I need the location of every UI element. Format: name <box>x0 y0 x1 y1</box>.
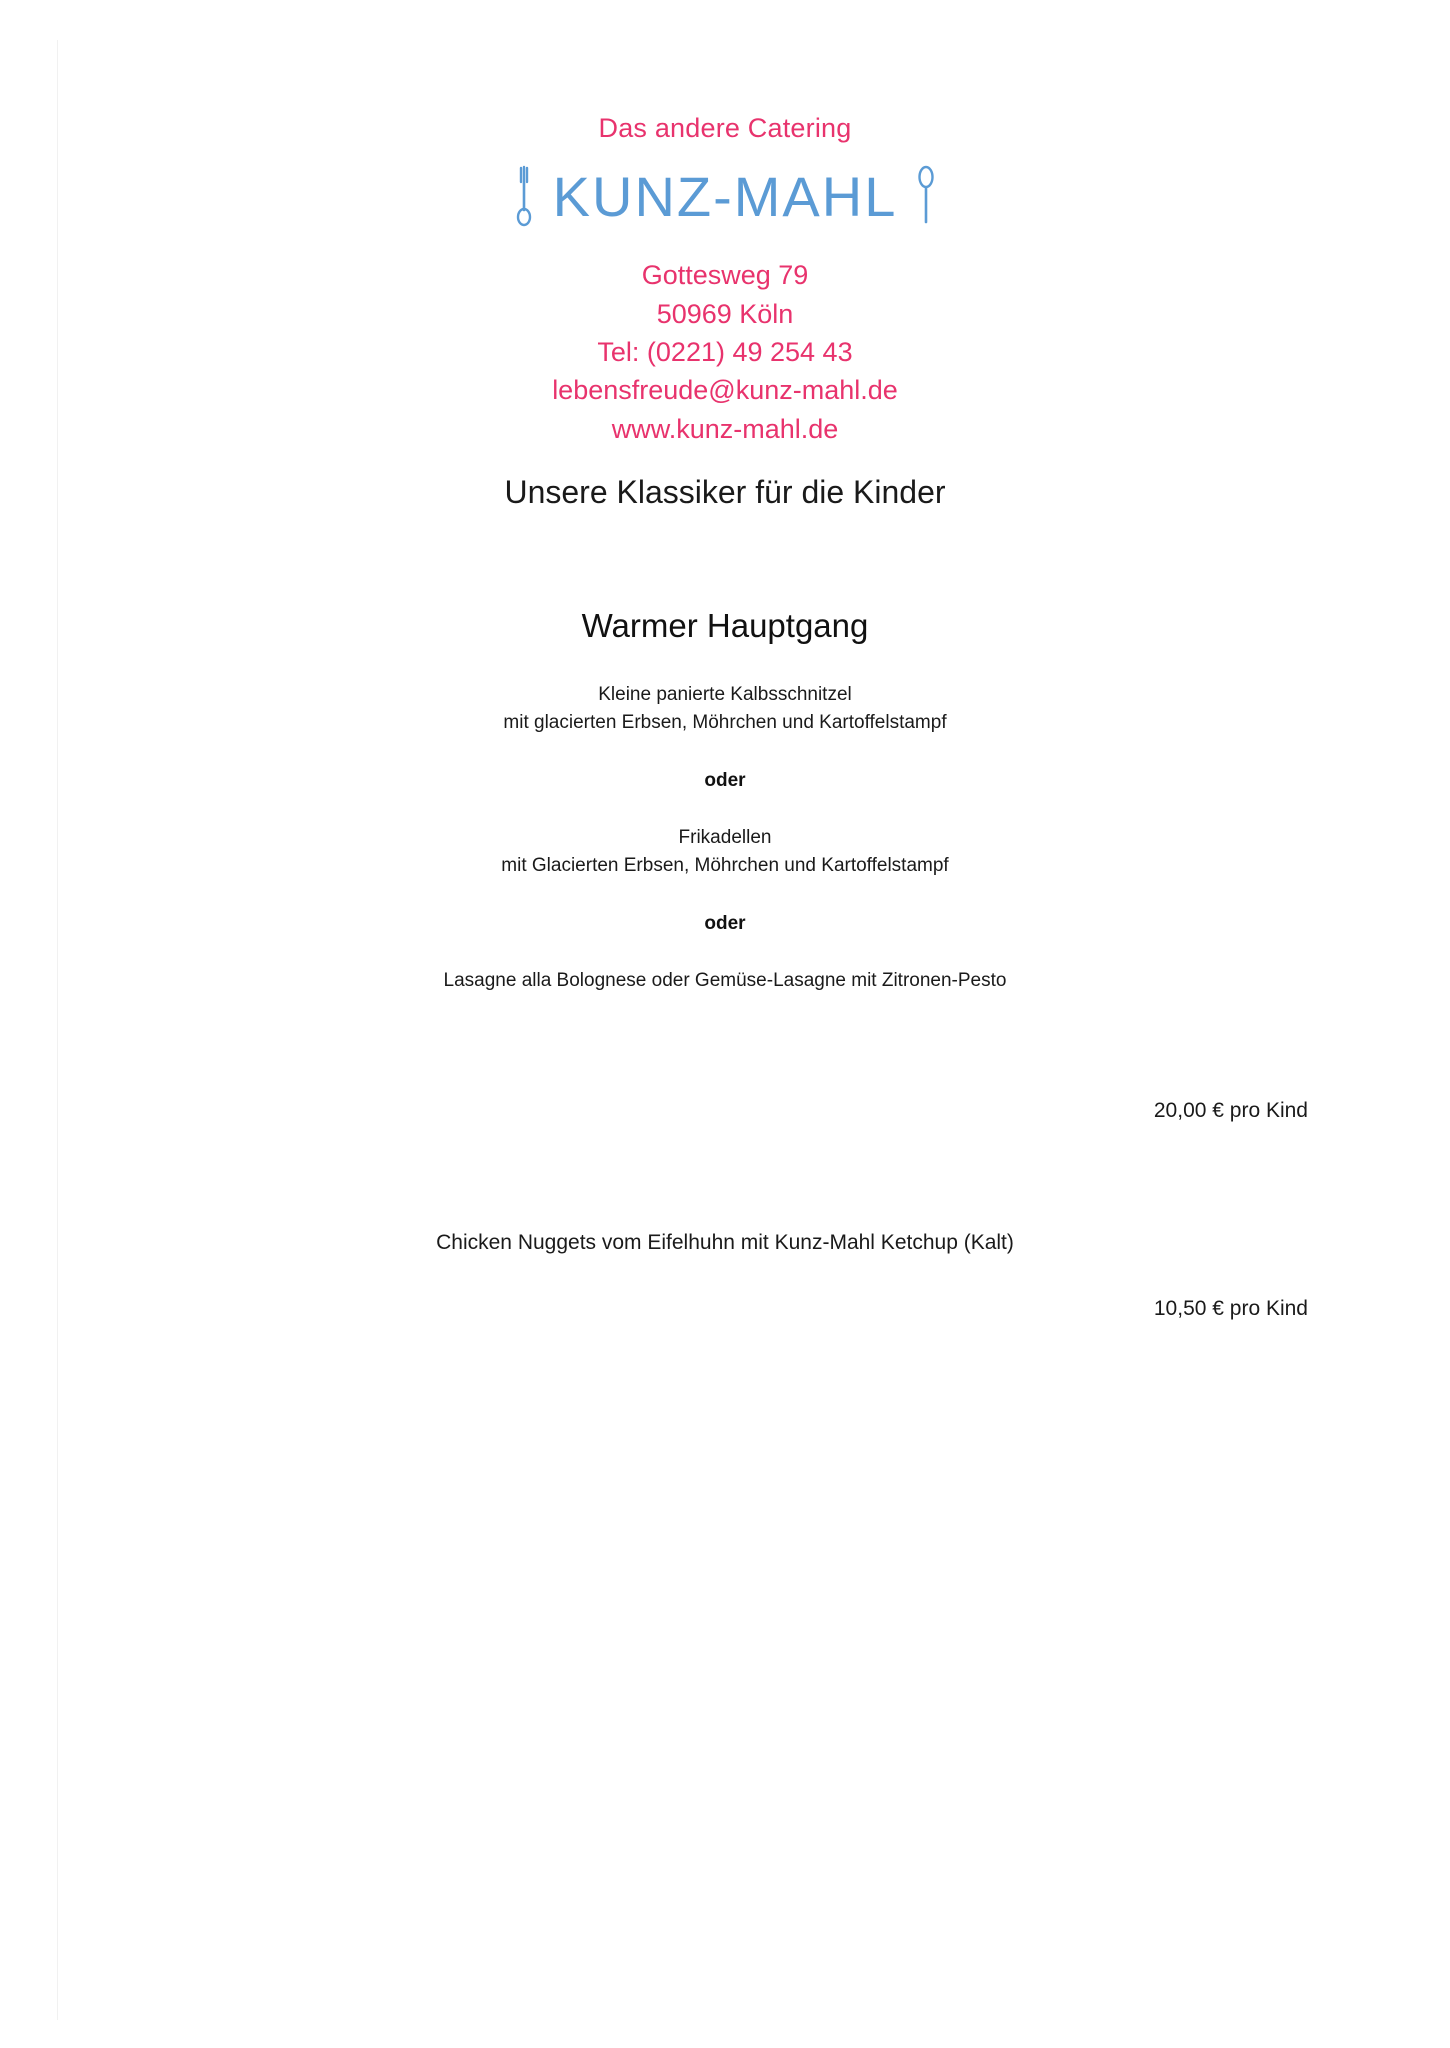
price-main: 20,00 € pro Kind <box>1153 1098 1308 1122</box>
page-edge-artifact <box>57 40 58 2020</box>
menu-list <box>0 681 1450 995</box>
menu-item-name: Lasagne alla Bolognese oder Gemüse-Lasagne mit Zitronen-Pesto <box>443 970 1007 992</box>
fork-icon <box>513 164 535 230</box>
menu-item-name: Kleine panierte Kalbsschnitzel <box>598 684 852 706</box>
price-standalone: 10,50 € pro Kind <box>1153 1296 1308 1320</box>
email-address[interactable]: lebensfreude@kunz-mahl.de <box>552 375 898 406</box>
logo <box>0 164 1450 230</box>
contact-block <box>0 256 1450 448</box>
menu-item <box>0 681 1450 736</box>
address-street: Gottesweg 79 <box>641 260 809 291</box>
phone-number: Tel: (0221) 49 254 43 <box>597 337 853 368</box>
menu-item-name: Frikadellen <box>678 827 772 849</box>
logo-wordmark: KUNZ-MAHL <box>552 165 898 229</box>
address-city: 50969 Köln <box>656 298 794 329</box>
menu-item-description: mit glacierten Erbsen, Möhrchen und Kartoffelstampf <box>503 711 947 733</box>
spoon-icon <box>915 164 937 230</box>
website-url[interactable]: www.kunz-mahl.de <box>611 413 839 444</box>
section-title: Warmer Hauptgang <box>581 607 869 645</box>
page-title: Unsere Klassiker für die Kinder <box>504 474 946 511</box>
menu-separator: oder <box>704 913 746 935</box>
menu-item <box>0 824 1450 879</box>
menu-item-description: mit Glacierten Erbsen, Möhrchen und Kartoffelstampf <box>501 854 949 876</box>
menu-item-standalone: Chicken Nuggets vom Eifelhuhn mit Kunz-Mahl Ketchup (Kalt) <box>436 1230 1014 1254</box>
letterhead <box>0 0 1450 448</box>
menu-item <box>0 967 1450 995</box>
company-tagline: Das andere Catering <box>598 113 852 143</box>
menu-separator: oder <box>704 770 746 792</box>
